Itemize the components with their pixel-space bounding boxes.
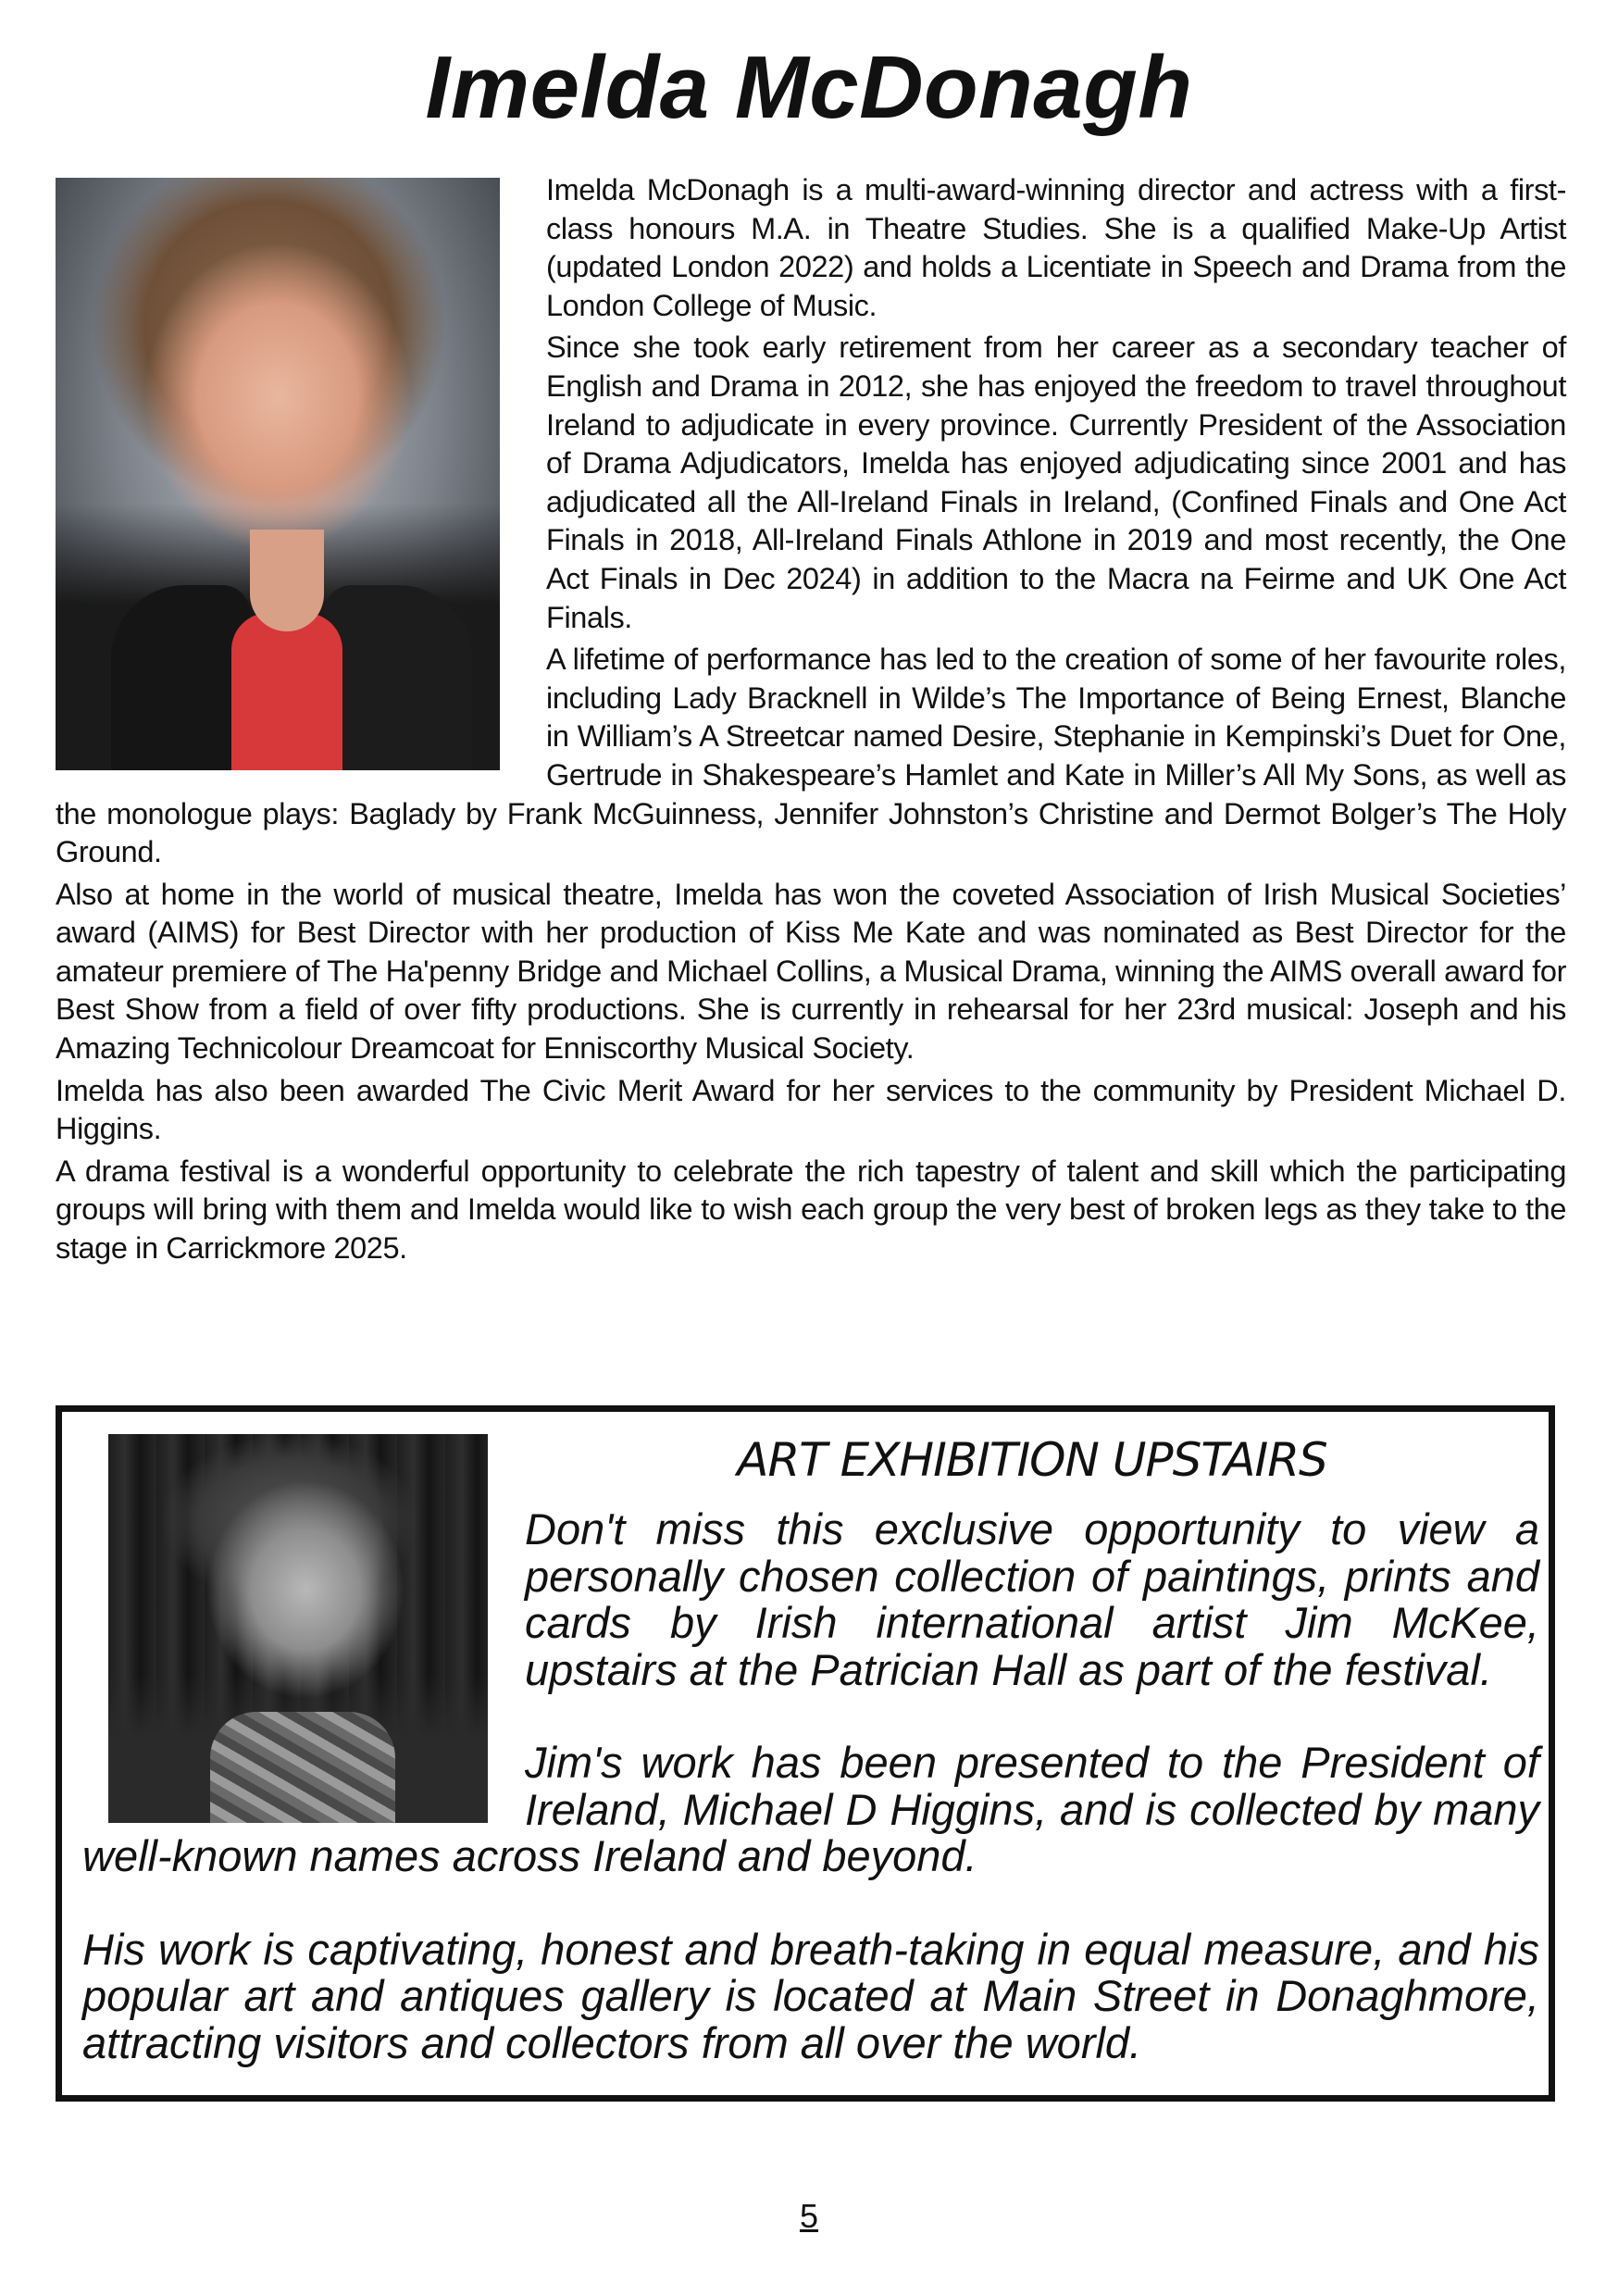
exhibition-paragraph: Jim's work has been presented to the President of Ireland, Michael D Higgins, and is collected by many well-known names across Ireland and beyond. [82, 1738, 1539, 1880]
portrait-red-top [231, 613, 342, 770]
exhibition-paragraph: Don't miss this exclusive opportunity to view a personally chosen collection of paintings, prints and cards by Irish international artist Jim McKee, upstairs at the Patrician Hall as part of the festival. [525, 1504, 1539, 1694]
biography [56, 171, 1566, 1272]
bio-paragraph: Also at home in the world of musical theatre, Imelda has won the coveted Association of Irish Musical Societies’ award (AIMS) for Best Director with her production of Kiss Me Kate and was nominated as Best Director for the amateur premiere of The Ha'penny Bridge and Michael Collins, a Musical Drama, winning the AIMS overall award for Best Show from a field of over fifty productions. She is currently in rehearsal for her 23rd musical: Joseph and his Amazing Technicolour Dreamcoat for Enniscorthy Musical Society. [56, 877, 1566, 1066]
imelda-portrait-photo [56, 178, 500, 770]
art-exhibition-content [82, 1434, 1539, 2066]
exhibition-paragraph: His work is captivating, honest and breath-taking in equal measure, and his popular art and antiques gallery is located at Main Street in Donaghmore, attracting visitors and collectors from all over the world. [82, 1924, 1539, 2067]
bio-paragraph: Imelda McDonagh is a multi-award-winning director and actress with a first-class honours M.A. in Theatre Studies. She is a qualified Make-Up Artist (updated London 2022) and holds a Licentiate in Speech and Drama from the London College of Music. [546, 173, 1566, 322]
bio-paragraph: Since she took early retirement from her career as a secondary teacher of English and Drama in 2012, she has enjoyed the freedom to travel throughout Ireland to adjudicate in every province. Currently President of the Association of Drama Adjudicators, Imelda has enjoyed adjudicating since 2001 and has adjudicated all the All-Ireland Finals in Ireland, (Confined Finals and One Act Finals in 2018, All-Ireland Finals Athlone in 2019 and most recently, the One Act Finals in Dec 2024) in addition to the Macra na Feirme and UK One Act Finals. [546, 331, 1566, 634]
bio-paragraph: A drama festival is a wonderful opportunity to celebrate the rich tapestry of talent and skill which the participating groups will bring with them and Imelda would like to wish each group the very best of broken legs as they take to the stage in Carrickmore 2025. [56, 1154, 1566, 1266]
bio-paragraph: Imelda has also been awarded The Civic Merit Award for her services to the community by President Michael D. Higgins. [56, 1073, 1566, 1146]
page-number: 5 [799, 2197, 819, 2235]
portrait-jacket-left [111, 585, 250, 770]
art-exhibition-box [56, 1405, 1555, 2102]
artist-scarf [210, 1712, 395, 1823]
portrait-neck [250, 530, 324, 631]
artist-portrait-photo [108, 1434, 488, 1823]
page-title: Imelda McDonagh [425, 38, 1193, 137]
bio-paragraph: A lifetime of performance has led to the creation of some of her favourite roles, including Lady Bracknell in Wilde’s The Importance of Being Ernest, Blanche in William’s A Streetcar named Desire, Stephanie in Kempinski’s Duet for One, Gertrude in Shakespeare’s Hamlet and Kate in Miller’s All My Sons, as well as the monologue plays: Baglady by Frank McGuinness, Jennifer Johnston’s Christine and Dermot Bolger’s The Holy Ground. [56, 643, 1566, 869]
exhibition-title: ART EXHIBITION UPSTAIRS [737, 1433, 1327, 1487]
portrait-jacket-right [324, 585, 472, 770]
